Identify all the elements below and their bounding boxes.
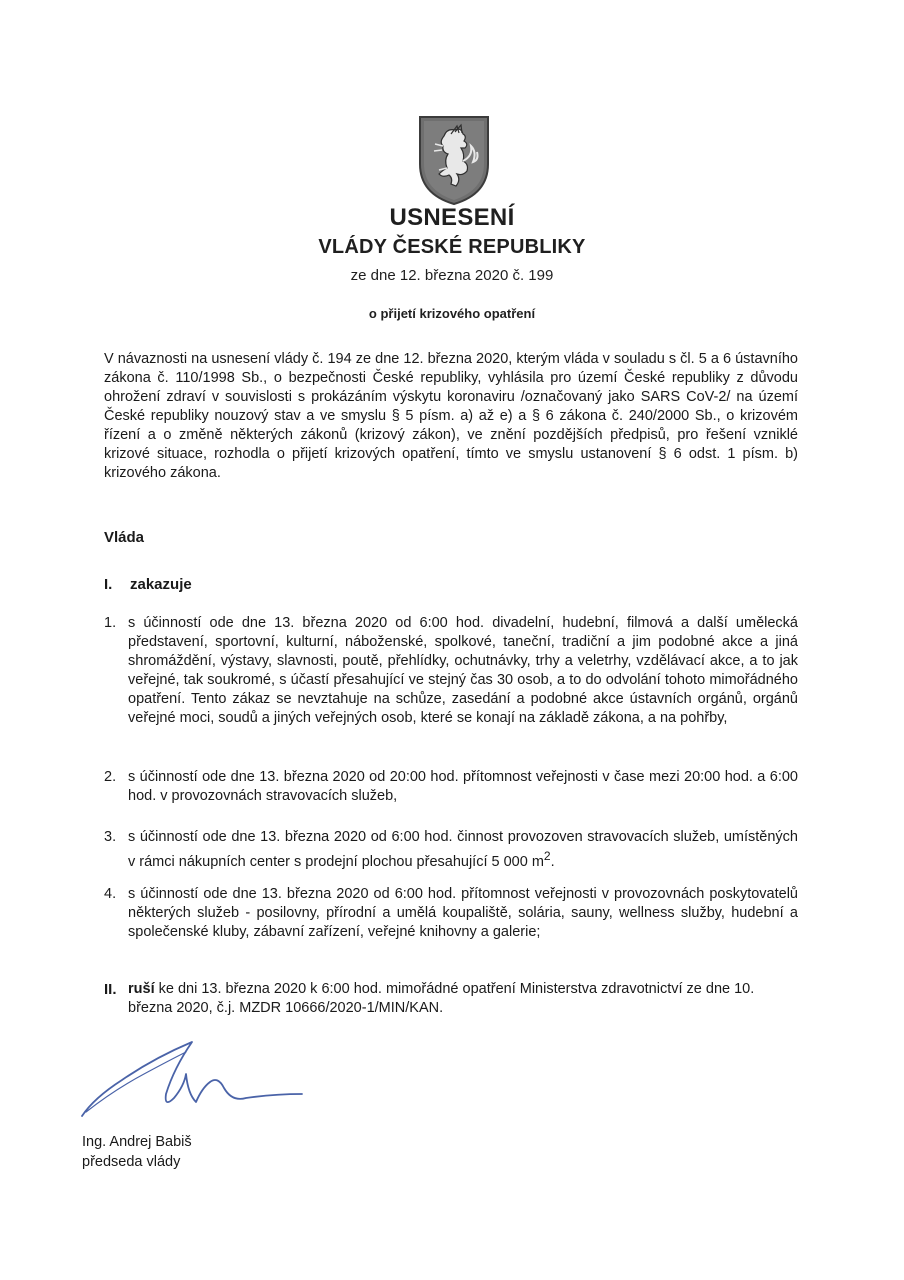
list-item-number: 1. xyxy=(104,615,117,631)
section-ii-text: ke dni 13. března 2020 k 6:00 hod. mimořádné opatření Ministerstva zdravotnictví ze dne 10. března 2020, č.j. MZDR 10666/2020-1/MIN/KAN. xyxy=(128,981,755,1016)
section-ii-content xyxy=(128,980,798,1018)
list-item-text: s účinností ode dne 13. března 2020 od 20:00 hod. přítomnost veřejnosti v čase mezi 20:00 hod. a 6:00 hod. v provozovnách stravovacích služeb, xyxy=(128,769,798,804)
signer-role: předseda vlády xyxy=(82,1154,181,1170)
section-ii-number: II. xyxy=(104,981,117,998)
superscript: 2 xyxy=(543,849,551,863)
intro-paragraph: V návaznosti na usnesení vlády č. 194 ze dne 12. března 2020, kterým vláda v souladu s čl. 5 a 6 ústavního zákona č. 110/1998 Sb., o bezpečnosti České republiky, vyhlásila pro území České republiky z důvodu ohrožení zdraví v souvislosti s prokázáním výskytu koronaviru /označovaný jako SARS CoV-2/ na území České republiky nouzový stav a ve smyslu § 5 písm. a) až e) a § 6 zákona č. 240/2000 Sb., o krizovém řízení a o změně některých zákonů (krizový zákon), ve znění pozdějších předpisů, pro řešení vzniklé krizové situace, rozhodla o přijetí krizových opatření, tímto ve smyslu ustanovení § 6 odst. 1 písm. b) krizového zákona. xyxy=(104,351,798,481)
signer-name: Ing. Andrej Babiš xyxy=(82,1134,192,1150)
list-item xyxy=(104,614,798,728)
list-item-number: 4. xyxy=(104,886,117,902)
section-i-label: zakazuje xyxy=(130,576,192,593)
signer-block xyxy=(82,1132,192,1172)
list-item-number: 3. xyxy=(104,829,117,845)
document-title: USNESENÍ xyxy=(389,204,515,231)
body-heading: Vláda xyxy=(104,529,145,546)
czech-lion-coat-of-arms-icon xyxy=(417,114,491,206)
section-i-number: I. xyxy=(104,576,113,593)
list-item-text-tail: . xyxy=(550,853,555,870)
list-item-text-wrapper xyxy=(128,828,798,872)
list-item xyxy=(104,828,798,872)
list-item xyxy=(104,885,798,942)
section-ii-label: ruší xyxy=(128,981,155,997)
document-subject: o přijetí krizového opatření xyxy=(368,306,536,321)
section-i-heading xyxy=(104,576,192,593)
list-item xyxy=(104,768,798,806)
document-subtitle: VLÁDY ČESKÉ REPUBLIKY xyxy=(318,236,586,258)
list-item-text: s účinností ode dne 13. března 2020 od 6:00 hod. činnost provozoven stravovacích služeb, umístěných v rámci nákupních center s prodejní plochou přesahující 5 000 m xyxy=(128,829,798,870)
section-ii xyxy=(104,980,798,1018)
list-item-number: 2. xyxy=(104,769,117,785)
list-item-text: s účinností ode dne 13. března 2020 od 6:00 hod. divadelní, hudební, filmová a další umělecká představení, sportovní, kulturní, náboženské, spolkové, taneční, tradiční a jim podobné akce a jiná shromáždění, výstavy, slavnosti, poutě, přehlídky, ochutnávky, trhy a veletrhy, vzdělávací akce, a to jak veřejné, tak soukromé, s účastí přesahující ve stejný čas 30 osob, a to do odvolání tohoto mimořádného opatření. Tento zákaz se nevztahuje na schůze, zasedání a podobné akce ústavních orgánů, orgánů veřejné moci, soudů a jiných veřejných osob, které se konají na základě zákona, a na pohřby, xyxy=(128,615,798,726)
handwritten-signature-icon xyxy=(74,1028,314,1128)
list-item-text: s účinností ode dne 13. března 2020 od 6:00 hod. přítomnost veřejnosti v provozovnách poskytovatelů některých služeb - posilovny, přírodní a umělá koupaliště, solária, sauny, wellness služby, hudební a společenské kluby, zábavní zařízení, veřejné knihovny a galerie; xyxy=(128,886,798,940)
document-date-line: ze dne 12. března 2020 č. 199 xyxy=(350,267,554,284)
